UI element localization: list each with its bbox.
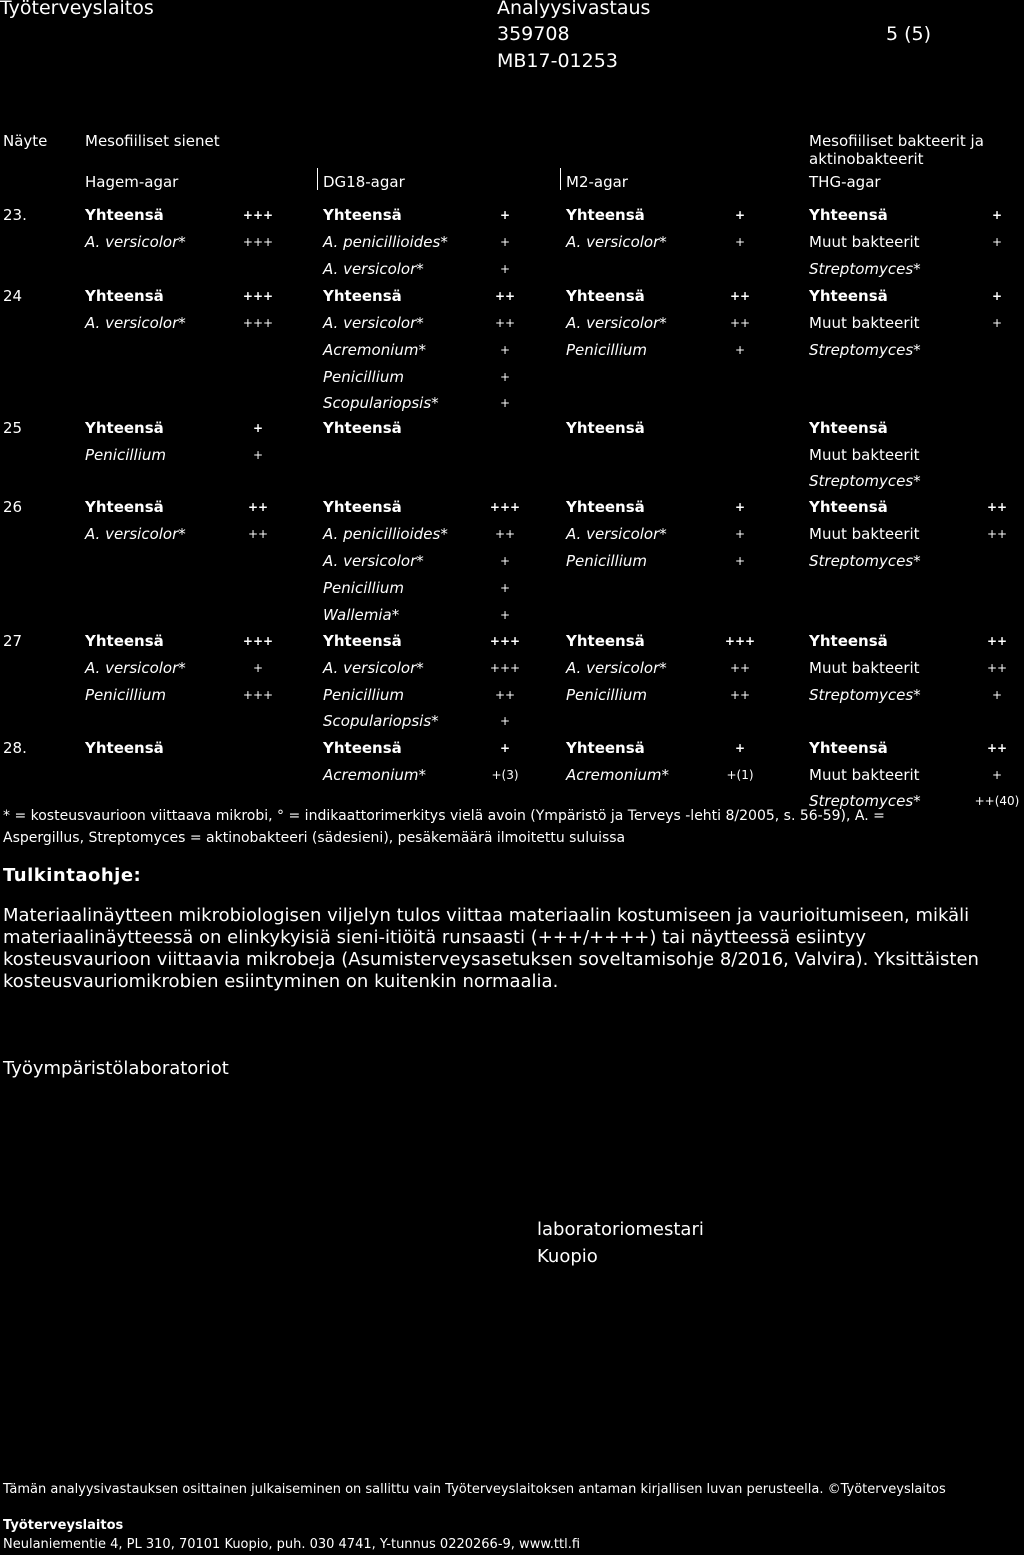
col-header-bacteria-2: aktinobakteerit [809, 150, 924, 168]
abundance-rating: + [734, 235, 746, 249]
abundance-rating: ++ [494, 316, 516, 330]
total-label: Yhteensä [566, 739, 645, 757]
abundance-rating: + [734, 741, 746, 755]
total-label: Yhteensä [85, 498, 164, 516]
signature-title: laboratoriomestari [537, 1219, 704, 1240]
organism-name: A. versicolor* [85, 233, 186, 251]
abundance-rating: + [252, 448, 264, 462]
abundance-rating: ++ [494, 527, 516, 541]
footer-notice: Tämän analyysivastauksen osittainen julkaiseminen on sallittu vain Työterveyslaitoksen antaman kirjallisen luvan perusteella. ©Työterveyslaitos [3, 1482, 946, 1497]
medium-hagem: Hagem-agar [85, 173, 179, 191]
footnote-line-1: * = kosteusvaurioon viittaava mikrobi, ° = indikaattorimerkitys vielä avoin (Ympäristö ja Terveys -lehti 8/2005, s. 56-59), A. = [3, 808, 885, 824]
organism-name: A. versicolor* [323, 314, 424, 332]
total-label: Yhteensä [323, 632, 402, 650]
organism-name: A. versicolor* [85, 525, 186, 543]
col-header-fungi: Mesofiiliset sienet [85, 132, 220, 150]
sample-id: 26 [3, 498, 23, 516]
abundance-rating: +++ [489, 661, 521, 675]
sample-id: 25 [3, 419, 23, 437]
organism-name: A. penicillioides* [323, 233, 448, 251]
organism-name: Streptomyces* [809, 472, 921, 490]
total-label: Yhteensä [85, 206, 164, 224]
total-label: Yhteensä [566, 287, 645, 305]
total-label: Yhteensä [566, 419, 645, 437]
abundance-rating: +++ [242, 634, 274, 648]
organism-name: Streptomyces* [809, 341, 921, 359]
abundance-rating: ++ [729, 316, 751, 330]
total-label: Yhteensä [566, 206, 645, 224]
abundance-rating: + [991, 688, 1003, 702]
abundance-rating: +++ [242, 289, 274, 303]
abundance-rating: +(3) [491, 768, 519, 782]
total-label: Yhteensä [323, 206, 402, 224]
total-label: Yhteensä [323, 287, 402, 305]
organism-name: Penicillium [85, 686, 166, 704]
abundance-rating: ++ [986, 500, 1008, 514]
organism-name: Acremonium* [566, 766, 669, 784]
organism-name: Wallemia* [323, 606, 400, 624]
total-label: Yhteensä [566, 498, 645, 516]
abundance-rating: + [734, 554, 746, 568]
abundance-rating: + [734, 343, 746, 357]
organism-name: Scopulariopsis* [323, 712, 439, 730]
abundance-rating: + [991, 208, 1003, 222]
organism-name: Streptomyces* [809, 792, 921, 810]
column-divider [317, 168, 318, 190]
abundance-rating: + [734, 500, 746, 514]
abundance-rating: ++(40) [974, 794, 1020, 808]
organism-name: A. versicolor* [566, 659, 667, 677]
organism-name: Acremonium* [323, 766, 426, 784]
abundance-rating: + [252, 421, 264, 435]
organism-name: A. penicillioides* [323, 525, 448, 543]
organism-name: A. versicolor* [85, 659, 186, 677]
organism-name: Muut bakteerit [809, 525, 920, 543]
footer-org: Työterveyslaitos [3, 1518, 124, 1533]
total-label: Yhteensä [85, 419, 164, 437]
abundance-rating: + [499, 554, 511, 568]
abundance-rating: +++ [489, 500, 521, 514]
organism-name: Muut bakteerit [809, 314, 920, 332]
total-label: Yhteensä [323, 498, 402, 516]
guidance-heading: Tulkintaohje: [3, 865, 142, 886]
organism-name: Muut bakteerit [809, 766, 920, 784]
page-number: 5 (5) [886, 23, 932, 45]
organism-name: A. versicolor* [323, 260, 424, 278]
abundance-rating: +++ [242, 208, 274, 222]
organism-name: Streptomyces* [809, 686, 921, 704]
abundance-rating: + [499, 714, 511, 728]
abundance-rating: + [499, 235, 511, 249]
signature-place: Kuopio [537, 1246, 598, 1267]
organism-name: Penicillium [566, 341, 647, 359]
organism-name: Muut bakteerit [809, 659, 920, 677]
abundance-rating: + [991, 316, 1003, 330]
abundance-rating: ++ [729, 661, 751, 675]
organism-name: Muut bakteerit [809, 446, 920, 464]
organism-name: Penicillium [323, 686, 404, 704]
document-code: MB17-01253 [497, 50, 618, 72]
total-label: Yhteensä [809, 419, 888, 437]
footnote-line-2: Aspergillus, Streptomyces = aktinobakteeri (sädesieni), pesäkemäärä ilmoitettu suluissa [3, 830, 626, 846]
medium-dg18: DG18-agar [323, 173, 405, 191]
abundance-rating: ++ [494, 289, 516, 303]
total-label: Yhteensä [809, 206, 888, 224]
total-label: Yhteensä [85, 287, 164, 305]
abundance-rating: +++ [242, 235, 274, 249]
abundance-rating: ++ [986, 527, 1008, 541]
abundance-rating: + [499, 741, 511, 755]
total-label: Yhteensä [323, 739, 402, 757]
abundance-rating: +++ [242, 688, 274, 702]
organism-name: Scopulariopsis* [323, 394, 439, 412]
abundance-rating: ++ [986, 661, 1008, 675]
abundance-rating: + [991, 768, 1003, 782]
abundance-rating: +++ [489, 634, 521, 648]
organism-name: A. versicolor* [323, 552, 424, 570]
organism-name: Muut bakteerit [809, 233, 920, 251]
organism-name: Penicillium [323, 579, 404, 597]
total-label: Yhteensä [566, 632, 645, 650]
organism-name: A. versicolor* [566, 314, 667, 332]
total-label: Yhteensä [85, 632, 164, 650]
organism-name: A. versicolor* [85, 314, 186, 332]
abundance-rating: +++ [724, 634, 756, 648]
abundance-rating: +++ [242, 316, 274, 330]
abundance-rating: + [499, 208, 511, 222]
organism-name: A. versicolor* [323, 659, 424, 677]
footer-address: Neulaniementie 4, PL 310, 70101 Kuopio, puh. 030 4741, Y-tunnus 0220266-9, www.ttl.fi [3, 1537, 581, 1552]
document-type: Analyysivastaus [497, 0, 651, 19]
abundance-rating: + [499, 370, 511, 384]
medium-thg: THG-agar [809, 173, 881, 191]
document-number: 359708 [497, 23, 570, 45]
abundance-rating: + [499, 396, 511, 410]
total-label: Yhteensä [809, 632, 888, 650]
abundance-rating: + [252, 661, 264, 675]
abundance-rating: + [499, 343, 511, 357]
abundance-rating: + [991, 235, 1003, 249]
organism-name: Streptomyces* [809, 260, 921, 278]
abundance-rating: +(1) [726, 768, 754, 782]
organism-name: Streptomyces* [809, 552, 921, 570]
organism-name: Acremonium* [323, 341, 426, 359]
medium-m2: M2-agar [566, 173, 628, 191]
total-label: Yhteensä [85, 739, 164, 757]
col-header-bacteria: Mesofiiliset bakteerit ja [809, 132, 984, 150]
abundance-rating: ++ [494, 688, 516, 702]
abundance-rating: + [499, 581, 511, 595]
abundance-rating: ++ [247, 527, 269, 541]
organism-name: Penicillium [323, 368, 404, 386]
organism-name: A. versicolor* [566, 525, 667, 543]
abundance-rating: + [734, 208, 746, 222]
guidance-text: Materiaalinäytteen mikrobiologisen viljelyn tulos viittaa materiaalin kostumiseen ja vaurioitumiseen, mikäli materiaalinäytteessä on elinkykyisiä sieni-itiöitä runsaasti (+++/++++) tai näytteessä esiintyy kosteusvaurioon viittaavia mikrobeja (Asumisterveysasetuksen soveltamisohje 8/2016, Valvira). Yksittäisten kosteusvauriomikrobien esiintyminen on kuitenkin normaalia. [3, 905, 979, 992]
col-header-sample: Näyte [3, 132, 48, 150]
total-label: Yhteensä [809, 739, 888, 757]
lab-name: Työympäristölaboratoriot [3, 1058, 229, 1079]
sample-id: 23. [3, 206, 27, 224]
abundance-rating: ++ [986, 634, 1008, 648]
org-name: Työterveyslaitos [0, 0, 154, 19]
abundance-rating: ++ [729, 289, 751, 303]
organism-name: A. versicolor* [566, 233, 667, 251]
total-label: Yhteensä [323, 419, 402, 437]
organism-name: Penicillium [566, 686, 647, 704]
sample-id: 28. [3, 739, 27, 757]
sample-id: 27 [3, 632, 23, 650]
total-label: Yhteensä [809, 287, 888, 305]
sample-id: 24 [3, 287, 23, 305]
abundance-rating: ++ [986, 741, 1008, 755]
total-label: Yhteensä [809, 498, 888, 516]
organism-name: Penicillium [85, 446, 166, 464]
abundance-rating: + [499, 262, 511, 276]
abundance-rating: + [499, 608, 511, 622]
abundance-rating: + [734, 527, 746, 541]
organism-name: Penicillium [566, 552, 647, 570]
abundance-rating: ++ [729, 688, 751, 702]
column-divider [560, 168, 561, 190]
abundance-rating: ++ [247, 500, 269, 514]
abundance-rating: + [991, 289, 1003, 303]
